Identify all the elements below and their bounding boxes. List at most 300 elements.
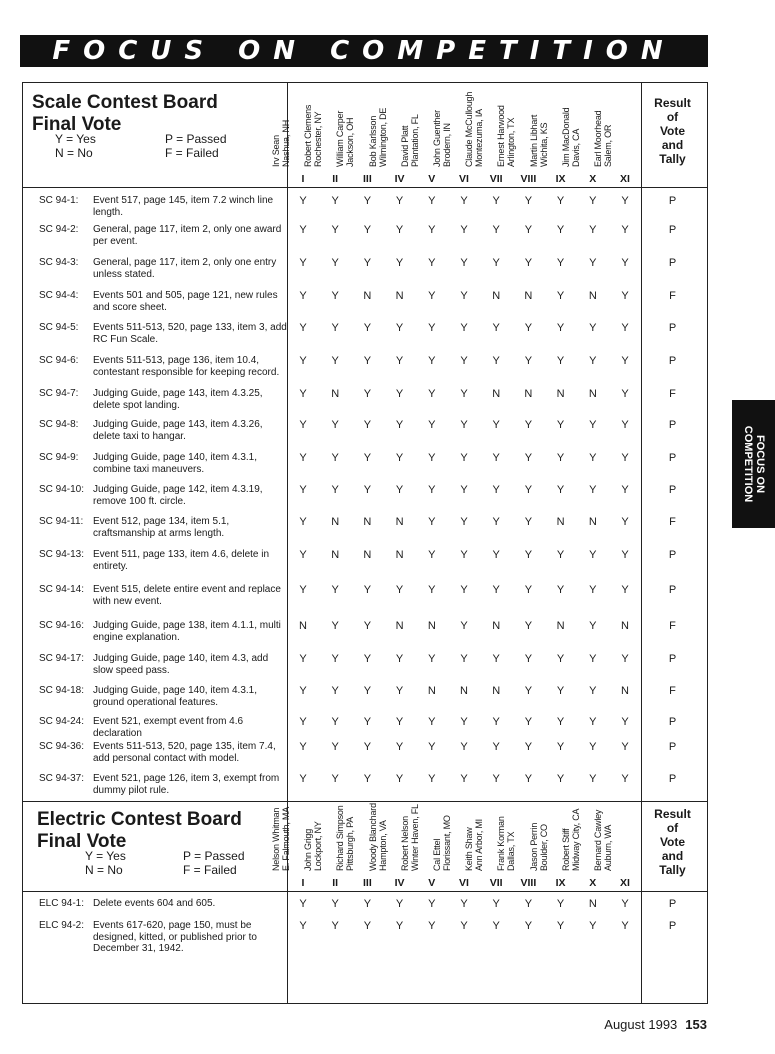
judge-vote: N	[492, 685, 501, 697]
result-header-line: and	[661, 849, 684, 863]
judge-vote: Y	[428, 388, 436, 400]
judge-vote: Y	[556, 685, 565, 697]
judge-vote: Y	[460, 898, 468, 910]
judge-vote: Y	[621, 388, 629, 400]
vote-result: P	[668, 653, 677, 665]
legend-failed: F = Failed	[183, 863, 237, 877]
judge-vote: Y	[299, 484, 307, 496]
proposal-code: ELC 94-1:	[39, 898, 85, 909]
judge-number: V	[428, 173, 436, 185]
result-header-line: of	[666, 821, 679, 835]
judge-name	[496, 816, 516, 871]
judge-vote: Y	[492, 516, 500, 528]
judge-vote: Y	[460, 620, 468, 632]
scale-header-divider	[23, 187, 707, 188]
judge-vote: Y	[428, 257, 436, 269]
result-header-line: Result	[654, 807, 691, 821]
judge-location-line: Salem, OR	[603, 124, 613, 167]
proposal-description: Judging Guide, page 140, item 4.3, add slow speed pass.	[93, 653, 269, 676]
proposal-description: Event 521, exempt event from 4.6 declaration	[93, 716, 244, 739]
judge-vote: Y	[299, 549, 307, 561]
judge-vote: Y	[589, 549, 597, 561]
judge-vote: Y	[395, 773, 404, 785]
judge-vote: Y	[428, 224, 436, 236]
judge-vote: Y	[589, 741, 597, 753]
judge-vote: Y	[524, 584, 533, 596]
page-number: 153	[685, 1017, 707, 1032]
judge-vote: Y	[556, 322, 565, 334]
judge-location-line: Arlington, TX	[506, 117, 517, 167]
judge-vote: Y	[299, 516, 307, 528]
judge-vote: Y	[331, 741, 339, 753]
vote-result: P	[668, 419, 677, 431]
vote-row	[23, 355, 709, 383]
judge-vote: Y	[331, 224, 339, 236]
vote-result: P	[668, 584, 677, 596]
vote-result: P	[668, 920, 677, 932]
vote-row	[23, 290, 709, 318]
judge-column-header	[593, 801, 641, 891]
judge-name-line: John Grigg	[303, 828, 314, 871]
judge-number: X	[589, 173, 597, 185]
judge-vote: N	[331, 516, 340, 528]
judge-name	[368, 108, 388, 167]
judge-name-line: Nelson Whitman	[271, 807, 281, 871]
judge-vote: Y	[556, 257, 565, 269]
judge-number: IV	[394, 877, 405, 889]
judge-vote: Y	[331, 452, 339, 464]
electric-title-line-1: Electric Contest Board	[37, 809, 242, 830]
judge-vote: N	[588, 388, 597, 400]
judge-location-line: Hampton, VA	[377, 820, 388, 871]
judge-vote: N	[588, 290, 597, 302]
judge-vote: Y	[395, 653, 404, 665]
judge-name	[368, 803, 388, 871]
judge-vote: Y	[395, 584, 404, 596]
judge-vote: Y	[460, 484, 468, 496]
judge-vote: N	[524, 290, 533, 302]
judge-vote: Y	[299, 773, 307, 785]
judge-name-line: Robert Stiff	[560, 828, 571, 871]
judge-vote: Y	[363, 685, 372, 697]
judge-vote: Y	[428, 355, 436, 367]
judge-vote: Y	[492, 653, 500, 665]
judge-vote: Y	[395, 224, 404, 236]
judge-vote: N	[363, 549, 372, 561]
judge-vote: Y	[621, 584, 629, 596]
judge-vote: Y	[492, 549, 500, 561]
judge-number: IV	[394, 173, 405, 185]
judge-vote: Y	[331, 898, 339, 910]
judge-vote: Y	[556, 653, 565, 665]
judge-vote: Y	[299, 322, 307, 334]
judge-vote: Y	[331, 653, 339, 665]
proposal-code: SC 94-4:	[39, 290, 79, 301]
judge-vote: Y	[460, 419, 468, 431]
electric-legend-yes-no	[85, 849, 126, 877]
judge-name-line: David Platt	[399, 125, 410, 167]
judge-vote: Y	[492, 716, 500, 728]
judge-number: III	[363, 173, 372, 185]
judge-vote: Y	[589, 452, 597, 464]
judge-vote: Y	[331, 355, 339, 367]
proposal-description: Judging Guide, page 140, item 4.3.1, ground operational features.	[93, 685, 258, 708]
vote-result: P	[668, 773, 677, 785]
judge-vote: N	[556, 516, 565, 528]
result-header-line: Tally	[659, 152, 686, 166]
judge-vote: Y	[460, 773, 468, 785]
judge-vote: Y	[395, 716, 404, 728]
judge-vote: Y	[395, 452, 404, 464]
proposal-code: SC 94-18:	[39, 685, 85, 696]
judge-vote: N	[363, 290, 372, 302]
judge-number: X	[589, 877, 597, 889]
vote-row	[23, 716, 709, 744]
judge-vote: Y	[331, 584, 339, 596]
judge-name-line: Robert Nelson	[399, 816, 410, 871]
judge-vote: Y	[299, 224, 307, 236]
proposal-description: Judging Guide, page 138, item 4.1.1, multi engine explanation.	[93, 620, 281, 643]
judge-vote: Y	[621, 355, 629, 367]
judge-name-line: Jason Perrin	[528, 822, 539, 871]
judge-vote: Y	[492, 898, 500, 910]
judge-vote: N	[395, 620, 404, 632]
judge-vote: Y	[556, 355, 565, 367]
vote-result: P	[668, 322, 677, 334]
judge-vote: Y	[556, 195, 565, 207]
legend-yes: Y = Yes	[55, 132, 96, 146]
judge-vote: Y	[621, 773, 629, 785]
judge-vote: N	[621, 620, 629, 632]
judge-vote: Y	[460, 322, 468, 334]
judge-vote: Y	[492, 322, 500, 334]
vote-row	[23, 322, 709, 350]
vote-row	[23, 195, 709, 223]
judge-vote: Y	[460, 452, 468, 464]
vote-result: F	[669, 620, 676, 632]
proposal-code: SC 94-10:	[39, 484, 85, 495]
proposal-code: SC 94-13:	[39, 549, 85, 560]
judge-name-line: Earl Moorhead	[593, 110, 603, 167]
proposal-description: Events 501 and 505, page 121, new rules and score sheet.	[93, 290, 278, 313]
judge-number: II	[332, 877, 339, 889]
judge-vote: Y	[460, 290, 468, 302]
judge-number: I	[301, 173, 305, 185]
legend-no: N = No	[85, 863, 123, 877]
electric-board-title	[37, 809, 242, 853]
judge-vote: Y	[460, 195, 468, 207]
judge-name	[303, 105, 323, 167]
judge-vote: N	[460, 685, 468, 697]
judge-name-line: Robert Clemens	[303, 104, 314, 167]
judge-vote: Y	[428, 584, 436, 596]
judge-vote: Y	[331, 716, 339, 728]
judge-vote: Y	[428, 741, 436, 753]
judge-name	[561, 809, 581, 871]
proposal-description: Event 517, page 145, item 7.2 winch line length.	[93, 195, 274, 218]
judge-vote: Y	[428, 484, 436, 496]
judge-number: VI	[459, 877, 469, 889]
judge-name-line: Bob Karlsson	[367, 115, 378, 167]
judge-vote: Y	[395, 419, 404, 431]
judge-vote: Y	[556, 290, 565, 302]
judge-vote: Y	[524, 452, 533, 464]
judge-vote: Y	[524, 920, 533, 932]
judge-vote: Y	[621, 920, 629, 932]
judge-name-line: Jim MacDonald	[560, 107, 571, 167]
vote-row	[23, 224, 709, 252]
result-header-line: and	[661, 138, 684, 152]
judge-vote: Y	[621, 549, 629, 561]
judge-vote: Y	[363, 773, 372, 785]
vote-row	[23, 920, 709, 954]
vote-row	[23, 388, 709, 416]
judge-vote: Y	[428, 549, 436, 561]
judge-vote: Y	[299, 195, 307, 207]
judge-location-line: Dallas, TX	[506, 831, 517, 871]
vote-result: P	[668, 716, 677, 728]
judge-location-line: Montezuma, IA	[474, 109, 485, 167]
judge-vote: Y	[395, 388, 404, 400]
judge-vote: Y	[621, 257, 629, 269]
proposal-description: Judging Guide, page 140, item 4.3.1, combine taxi maneuvers.	[93, 452, 258, 475]
judge-location-line: Florissant, MO	[442, 815, 452, 871]
judge-vote: Y	[299, 290, 307, 302]
proposal-code: SC 94-11:	[39, 516, 84, 527]
judge-name	[335, 805, 355, 871]
judge-vote: Y	[589, 257, 597, 269]
judge-vote: Y	[460, 257, 468, 269]
judge-vote: Y	[363, 584, 372, 596]
scale-legend-pass-fail	[165, 132, 227, 160]
judge-vote: Y	[363, 452, 372, 464]
judge-vote: Y	[524, 773, 533, 785]
judge-vote: Y	[589, 355, 597, 367]
judge-vote: Y	[556, 920, 565, 932]
judge-number: XI	[620, 877, 630, 889]
judge-vote: Y	[363, 620, 372, 632]
judge-vote: Y	[331, 322, 339, 334]
judge-vote: N	[395, 549, 404, 561]
scale-title-line-2: Final Vote	[32, 114, 122, 135]
judge-number: VI	[459, 173, 469, 185]
judge-vote: Y	[589, 620, 597, 632]
judge-vote: N	[492, 290, 501, 302]
judge-vote: Y	[331, 290, 339, 302]
judge-vote: Y	[589, 195, 597, 207]
judge-location-line: Brodern, IN	[442, 123, 452, 167]
judge-name-line: Keith Shaw	[464, 827, 475, 871]
scale-legend-yes-no	[55, 132, 96, 160]
legend-yes: Y = Yes	[85, 849, 126, 863]
judge-vote: Y	[492, 773, 500, 785]
judge-vote: Y	[460, 920, 468, 932]
judge-name-line: John Guenther	[432, 110, 442, 167]
judge-vote: Y	[460, 516, 468, 528]
electric-header-divider	[23, 891, 707, 892]
judge-number: III	[363, 877, 372, 889]
judge-vote: Y	[331, 195, 339, 207]
judge-location-line: Nashua, NH	[281, 119, 291, 167]
vote-row	[23, 653, 709, 681]
judge-vote: Y	[363, 355, 372, 367]
judge-vote: Y	[363, 419, 372, 431]
legend-passed: P = Passed	[165, 132, 227, 146]
electric-judges-header	[271, 801, 641, 891]
result-header-line: Vote	[659, 124, 686, 138]
judge-vote: N	[395, 516, 404, 528]
judge-vote: Y	[524, 741, 533, 753]
judge-name	[464, 92, 484, 167]
judge-vote: N	[395, 290, 404, 302]
result-header-line: Result	[654, 96, 691, 110]
judge-vote: Y	[492, 920, 500, 932]
judge-vote: Y	[556, 716, 565, 728]
proposal-description: General, page 117, item 2, only one award per event.	[93, 224, 282, 247]
judge-column-header	[593, 83, 641, 187]
judge-vote: Y	[589, 224, 597, 236]
judge-name	[593, 111, 613, 167]
judge-location-line: Boulder, CO	[538, 824, 549, 871]
vote-row	[23, 685, 709, 713]
vote-result: F	[669, 685, 676, 697]
proposal-code: ELC 94-2:	[39, 920, 85, 931]
scale-board-title	[32, 92, 218, 136]
judge-vote: Y	[331, 920, 339, 932]
judge-vote: Y	[331, 257, 339, 269]
judge-number: VII	[489, 877, 503, 889]
vote-result: P	[668, 452, 677, 464]
judge-vote: Y	[395, 257, 404, 269]
judge-vote: Y	[331, 419, 339, 431]
judge-vote: Y	[363, 484, 372, 496]
judge-vote: N	[588, 898, 597, 910]
judge-vote: Y	[460, 716, 468, 728]
judge-name-line: Cal Ettel	[432, 838, 442, 871]
judge-vote: Y	[363, 195, 372, 207]
judge-vote: Y	[363, 224, 372, 236]
proposal-code: SC 94-24:	[39, 716, 85, 727]
judge-name	[400, 114, 420, 167]
proposal-description: Events 617-620, page 150, must be designed, kitted, or published prior to December 31, 1942.	[93, 920, 257, 954]
vote-result: F	[669, 388, 676, 400]
judge-number: IX	[555, 877, 566, 889]
vote-table	[22, 82, 708, 1004]
page-footer	[604, 1017, 707, 1032]
proposal-description: Judging Guide, page 143, item 4.3.25, delete spot landing.	[93, 388, 263, 411]
judge-name	[432, 110, 452, 167]
judge-vote: Y	[428, 419, 436, 431]
judge-vote: Y	[428, 716, 436, 728]
judge-vote: Y	[395, 195, 404, 207]
judge-vote: Y	[524, 620, 533, 632]
vote-result: P	[668, 484, 677, 496]
judge-vote: N	[556, 620, 565, 632]
scale-result-header	[641, 96, 704, 166]
judge-name-line: Claude McCullough	[464, 91, 475, 167]
judge-vote: Y	[492, 224, 500, 236]
judge-vote: Y	[428, 322, 436, 334]
issue-date: August 1993	[604, 1017, 678, 1032]
judge-vote: Y	[621, 516, 629, 528]
judge-vote: Y	[589, 484, 597, 496]
vote-row	[23, 584, 709, 612]
judge-vote: N	[427, 620, 436, 632]
proposal-code: SC 94-14:	[39, 584, 85, 595]
judge-name	[303, 821, 323, 871]
proposal-description: General, page 117, item 2, only one entry unless stated.	[93, 257, 277, 280]
judge-vote: Y	[331, 773, 339, 785]
judge-vote: Y	[428, 920, 436, 932]
judge-vote: Y	[363, 257, 372, 269]
judge-vote: Y	[492, 484, 500, 496]
proposal-description: Judging Guide, page 143, item 4.3.26, delete taxi to hangar.	[93, 419, 263, 442]
judge-vote: N	[331, 549, 340, 561]
vote-result: F	[669, 290, 676, 302]
proposal-code: SC 94-17:	[39, 653, 85, 664]
judge-vote: Y	[299, 257, 307, 269]
vote-result: P	[668, 898, 677, 910]
judge-vote: Y	[428, 773, 436, 785]
proposal-description: Events 511-513, 520, page 135, item 7.4, add personal contact with model.	[93, 741, 276, 764]
judge-vote: Y	[524, 195, 533, 207]
judge-vote: Y	[524, 685, 533, 697]
judge-name	[271, 120, 291, 167]
judge-location-line: Rochester, NY	[313, 111, 324, 167]
judge-location-line: Wichita, KS	[538, 122, 549, 167]
judge-name-line: Woody Blanchard	[367, 803, 378, 871]
proposal-code: SC 94-37:	[39, 773, 85, 784]
judge-vote: Y	[524, 322, 533, 334]
judge-vote: Y	[524, 355, 533, 367]
judge-vote: Y	[460, 388, 468, 400]
judge-vote: Y	[299, 898, 307, 910]
judge-vote: Y	[621, 419, 629, 431]
judge-vote: Y	[363, 716, 372, 728]
judge-name	[400, 804, 420, 871]
electric-title-line-2: Final Vote	[37, 831, 127, 852]
judge-vote: Y	[524, 716, 533, 728]
judge-vote: Y	[428, 452, 436, 464]
judge-vote: Y	[428, 195, 436, 207]
judge-vote: Y	[524, 898, 533, 910]
vote-row	[23, 484, 709, 512]
vote-row	[23, 516, 709, 544]
proposal-description: Event 521, page 126, item 3, exempt from dummy pilot rule.	[93, 773, 280, 796]
judge-vote: N	[331, 388, 340, 400]
judge-number: VIII	[520, 173, 537, 185]
judge-vote: Y	[299, 419, 307, 431]
judge-vote: N	[363, 516, 372, 528]
judge-number: VIII	[520, 877, 537, 889]
judge-name	[593, 810, 613, 871]
judge-vote: Y	[589, 419, 597, 431]
judge-vote: Y	[621, 322, 629, 334]
side-tab-line-1: FOCUS ON	[753, 434, 766, 494]
side-tab-label	[742, 426, 766, 502]
judge-vote: Y	[395, 322, 404, 334]
judge-vote: Y	[363, 741, 372, 753]
judge-name	[464, 819, 484, 871]
proposal-code: SC 94-6:	[39, 355, 79, 366]
proposal-description: Events 511-513, 520, page 133, item 3, add RC Fun Scale.	[93, 322, 287, 345]
judge-name	[529, 115, 549, 167]
vote-row	[23, 452, 709, 480]
proposal-code: SC 94-9:	[39, 452, 79, 463]
judge-location-line: E. Falmouth, MA	[281, 806, 291, 871]
vote-result: P	[668, 741, 677, 753]
electric-legend-pass-fail	[183, 849, 245, 877]
